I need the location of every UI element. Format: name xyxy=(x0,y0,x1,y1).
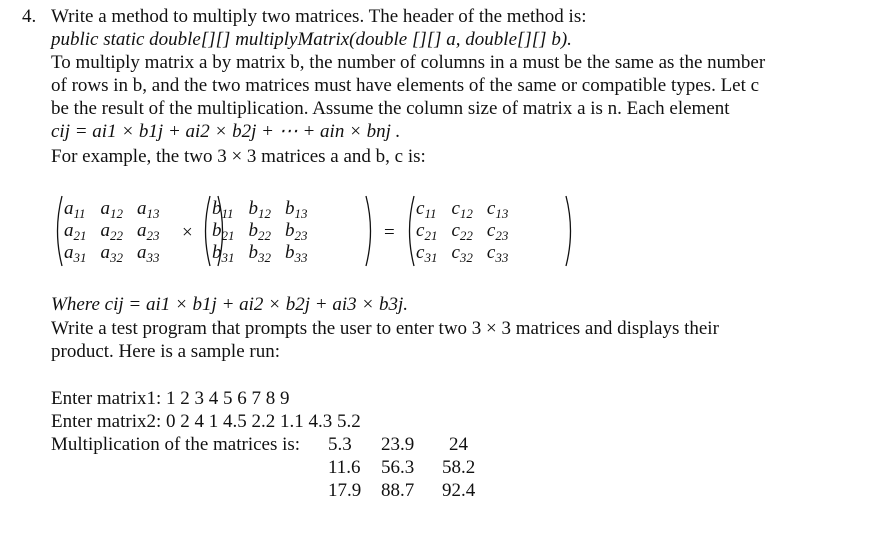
result-cell: 88.7 xyxy=(381,480,415,501)
result-cell: 17.9 xyxy=(328,480,362,501)
matrix-a-cell: $a_{12}$ xyxy=(100,198,123,221)
result-cell: 24 xyxy=(449,434,468,455)
element-formula: cij = ai1 × b1j + ai2 × b2j + ⋯ + ain × bnj . xyxy=(51,121,401,142)
sample-input-matrix2: Enter matrix2: 0 2 4 1 4.5 2.2 1.1 4.3 5.2 xyxy=(51,411,361,432)
matrix-c-cell: $c_{33}$ xyxy=(486,242,509,265)
matrix-c-cell: $c_{32}$ xyxy=(451,242,473,265)
matrix-c-cell: $c_{11}$ xyxy=(416,198,437,221)
matrix-b-cell: $b_{32}$ xyxy=(248,242,271,265)
matrix-c-cells xyxy=(416,198,508,264)
matrix-a-cell: $a_{32}$ xyxy=(100,242,123,265)
matrix-a-cell: $a_{13}$ xyxy=(137,198,160,221)
matrix-b-cell: $b_{31}$ xyxy=(212,242,235,265)
sample-run-intro: product. Here is a sample run: xyxy=(51,341,280,362)
result-cell: 58.2 xyxy=(442,457,476,478)
sample-result-label: Multiplication of the matrices is: xyxy=(51,434,301,455)
result-cell: 92.4 xyxy=(442,480,476,501)
result-cell: 23.9 xyxy=(381,434,415,455)
matrix-c-cell: $c_{23}$ xyxy=(486,220,509,243)
method-header: public static double[][] multiplyMatrix(double [][] a, double[][] b). xyxy=(51,29,572,50)
problem-text-line-3: To multiply matrix a by matrix b, the number of columns in a must be the same as the number xyxy=(51,52,766,73)
matrix-a-cell: $a_{33}$ xyxy=(137,242,160,265)
test-program-text: Write a test program that prompts the user to enter two 3 × 3 matrices and displays their xyxy=(51,318,719,339)
problem-intro: Write a method to multiply two matrices. The header of the method is: xyxy=(51,6,587,27)
problem-text-line-4: of rows in b, and the two matrices must have elements of the same or compatible types. Let c xyxy=(51,75,760,96)
matrix-b-cell: $b_{11}$ xyxy=(212,198,234,221)
matrix-b-cell: $b_{33}$ xyxy=(285,242,308,265)
result-cell: 56.3 xyxy=(381,457,415,478)
matrix-c-cell: $c_{22}$ xyxy=(451,220,473,243)
matrix-a-cell: $a_{21}$ xyxy=(64,220,87,243)
equals-sign: = xyxy=(384,222,395,243)
problem-text-line-5: be the result of the multiplication. Assume the column size of matrix a is n. Each element xyxy=(51,98,730,119)
matrix-c-cell: $c_{12}$ xyxy=(451,198,473,221)
matrix-b-cell: $b_{13}$ xyxy=(285,198,308,221)
matrix-c-cell: $c_{31}$ xyxy=(416,242,438,265)
matrix-b-cell: $b_{21}$ xyxy=(212,220,235,243)
left-paren-icon xyxy=(200,194,212,268)
right-paren-icon xyxy=(564,194,576,268)
result-cell: 5.3 xyxy=(328,434,352,455)
matrix-a-cells xyxy=(64,198,160,264)
where-formula: Where cij = ai1 × b1j + ai2 × b2j + ai3 × b3j. xyxy=(51,294,408,315)
left-paren-icon xyxy=(52,194,64,268)
times-sign: × xyxy=(182,222,193,243)
right-paren-icon xyxy=(364,194,376,268)
matrix-a-cell: $a_{11}$ xyxy=(64,198,86,221)
sample-input-matrix1: Enter matrix1: 1 2 3 4 5 6 7 8 9 xyxy=(51,388,290,409)
matrix-b-cells xyxy=(212,198,308,264)
problem-number: 4. xyxy=(22,6,37,27)
matrix-b-cell: $b_{12}$ xyxy=(248,198,271,221)
matrix-b-cell: $b_{23}$ xyxy=(285,220,308,243)
matrix-a-cell: $a_{31}$ xyxy=(64,242,87,265)
matrix-c-cell: $c_{13}$ xyxy=(486,198,509,221)
matrix-b-cell: $b_{22}$ xyxy=(248,220,271,243)
matrix-c-cell: $c_{21}$ xyxy=(416,220,438,243)
left-paren-icon xyxy=(404,194,416,268)
result-cell: 11.6 xyxy=(328,457,361,478)
example-intro: For example, the two 3 × 3 matrices a and b, c is: xyxy=(51,146,426,167)
matrix-a-cell: $a_{23}$ xyxy=(137,220,160,243)
matrix-a-cell: $a_{22}$ xyxy=(100,220,123,243)
